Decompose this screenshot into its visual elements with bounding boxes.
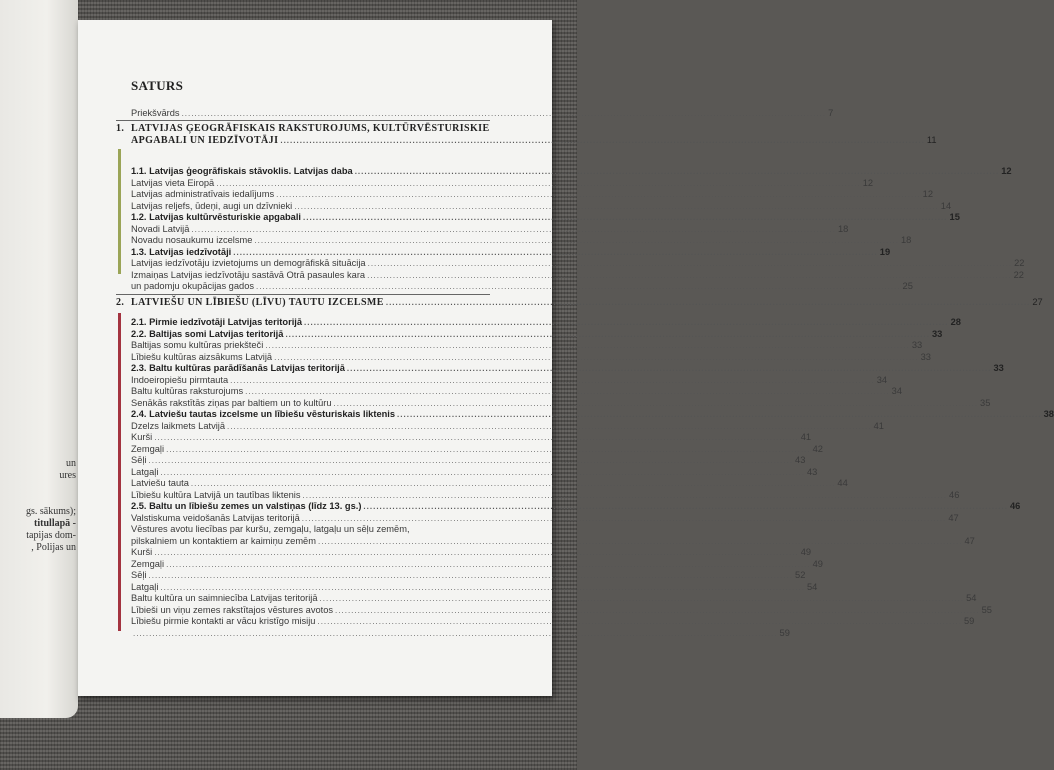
toc-entry-label: Zemgaļi	[131, 443, 165, 454]
toc-section-entry[interactable]	[131, 212, 960, 223]
dot-leader: ........................................................................................................................................................................................................	[303, 213, 948, 222]
toc-entry-page: 59	[779, 627, 790, 638]
toc-entry-label: pilskalniem un kontaktiem ar kaimiņu zemēm	[131, 535, 316, 546]
toc-entry-page: 22	[1014, 258, 1025, 268]
chapter-title-row[interactable]	[131, 297, 1043, 308]
dot-leader: ........................................................................................................................................................................................................	[256, 282, 901, 291]
toc-entry-label: 1.2. Latvijas kultūrvēsturiskie apgabali	[131, 212, 301, 222]
toc-entry-page: 14	[940, 200, 952, 211]
toc-entry-page: 33	[911, 340, 923, 350]
dot-leader: ........................................................................................................................................................................................................	[227, 421, 872, 431]
toc-entry-label: Vēstures avotu liecības par kuršu, zemgaļu, latgaļu un sēļu zemēm,	[131, 524, 410, 534]
toc-entry-page: 33	[993, 363, 1004, 373]
dot-leader: ........................................................................................................................................................................................................	[280, 136, 925, 145]
dot-leader: ........................................................................................................................................................................................................	[148, 571, 794, 580]
toc-subentry[interactable]	[131, 524, 490, 535]
toc-entry-page: 42	[812, 443, 823, 454]
chapter-page: 11	[926, 135, 937, 145]
dot-leader: ........................................................................................................................................................................................................	[335, 605, 980, 615]
toc-entry-label: 2.3. Baltu kultūras parādīšanās Latvijas teritorijā	[131, 363, 345, 373]
toc-entry-label: Latvijas iedzīvotāju izvietojums un demogrāfiskā situācija	[131, 258, 366, 268]
toc-entry-page: 41	[800, 432, 812, 442]
toc-entry-label: 2.2. Baltijas somi Latvijas teritorijā	[131, 328, 284, 339]
left-page-line: ures	[59, 470, 76, 481]
chapter-title: LATVIEŠU UN LĪBIEŠU (LĪVU) TAUTU IZCELSME	[131, 297, 384, 308]
dot-leader: ........................................................................................................................................................................................................	[154, 548, 799, 557]
dot-leader: ........................................................................................................................................................................................................	[148, 456, 794, 465]
toc-section-entry[interactable]	[131, 409, 1054, 420]
toc-subentry[interactable]	[131, 535, 975, 547]
toc-subentry[interactable]	[131, 489, 960, 501]
left-page-line: , Polijas un	[31, 542, 76, 553]
toc-entry-label: 2.5. Baltu un lībiešu zemes un valstiņas (līdz 13. gs.)	[131, 501, 362, 511]
toc-entry-page: 54	[966, 593, 977, 603]
toc-entry-page: 46	[949, 489, 960, 500]
toc-entry-page: 18	[900, 235, 912, 245]
toc-entry-page: 49	[800, 547, 812, 557]
toc-entry-label: Novadi Latvijā	[131, 223, 190, 234]
left-page-line: un	[66, 458, 76, 469]
toc-subentry[interactable]	[131, 466, 818, 478]
toc-entry-label: Lībieši un viņu zemes rakstītajos vēstures avotos	[131, 604, 334, 615]
toc-entry-page: 12	[922, 189, 934, 199]
dot-leader: ........................................................................................................................................................................................................	[285, 329, 930, 339]
dot-leader: ........................................................................................................................................................................................................	[397, 410, 1042, 419]
toc-entry-page: 44	[837, 478, 848, 488]
toc-heading: SATURS	[131, 78, 184, 93]
toc-entry-label: Latviešu tauta	[131, 478, 189, 488]
chapter-2-color-bar	[118, 313, 121, 631]
toc-entry-label: Latgaļi	[131, 466, 159, 477]
toc-entry-page: 49	[812, 558, 823, 569]
toc-entry-label: 2.4. Latviešu tautas izcelsme un lībiešu vēsturiskais liktenis	[131, 409, 396, 419]
toc-subentry[interactable]	[131, 269, 1024, 281]
toc-entry-label: Novadu nosaukumu izcelsme	[131, 235, 253, 245]
toc-subentry[interactable]	[131, 455, 806, 466]
toc-entry-page: 34	[876, 374, 888, 385]
dot-leader: ........................................................................................................................................................................................................	[166, 444, 811, 454]
toc-entry-page: 55	[981, 604, 992, 615]
toc-entry-label: Sēļi	[131, 455, 147, 465]
toc-entry-label: 1.1. Latvijas ģeogrāfiskais stāvoklis. Latvijas daba	[131, 166, 353, 176]
toc-entry-label: Baltu kultūra un saimniecība Latvijas teritorijā	[131, 593, 318, 603]
toc-entry-page: 59	[964, 616, 975, 626]
left-page-line: titullapā -	[34, 518, 76, 529]
toc-entry-label: Latvijas vieta Eiropā	[131, 177, 215, 188]
toc-entry-label: 2.1. Pirmie iedzīvotāji Latvijas teritorijā	[131, 317, 303, 327]
toc-subentry[interactable]	[131, 616, 975, 627]
left-page-text	[0, 458, 76, 554]
toc-section-entry[interactable]	[131, 246, 891, 258]
toc-entry-label: Izmaiņas Latvijas iedzīvotāju sastāvā Otrā pasaules kara	[131, 269, 366, 280]
chapter-number: 2.	[116, 297, 125, 308]
toc-entry-page: 38	[1043, 409, 1054, 419]
toc-subentry[interactable]	[131, 432, 812, 443]
toc-entry-label: Latvijas administratīvais iedalījums	[131, 189, 275, 199]
toc-entry-label: Valstiskuma veidošanās Latvijas teritorijā	[131, 512, 300, 523]
toc-entry-label: Kurši	[131, 547, 153, 557]
chapter-title: LATVIJAS ĢEOGRĀFISKAIS RAKSTUROJUMS, KULTŪRVĒSTURISKIE	[131, 123, 490, 134]
toc-entry-label: Latgaļi	[131, 581, 159, 592]
toc-entry-label: Zemgaļi	[131, 558, 165, 569]
toc-subentry[interactable]	[131, 258, 1025, 269]
chapter-rule	[116, 120, 490, 121]
toc-entry-label: Dzelzs laikmets Latvijā	[131, 420, 226, 431]
toc-subentry[interactable]	[131, 593, 977, 604]
dot-leader: ........................................................................................................................................................................................................	[190, 479, 836, 488]
toc-entry-page: 46	[1009, 501, 1021, 511]
toc-subentry[interactable]	[131, 478, 848, 489]
dot-leader: ........................................................................................................................................................................................................	[166, 559, 811, 569]
dot-leader: ........................................................................................................................................................................................................	[191, 224, 836, 234]
left-page-line	[0, 482, 76, 494]
dot-leader: ........................................................................................................................................................................................................	[216, 178, 861, 188]
toc-entry-label: Latvijas reljefs, ūdeņi, augi un dzīvnieki	[131, 200, 293, 211]
toc-entry-label: un padomju okupācijas gados	[131, 281, 255, 291]
toc-entry-label: 1.3. Latvijas iedzīvotāji	[131, 246, 232, 257]
toc-entry-page: 12	[1001, 166, 1012, 176]
dot-leader: ........................................................................................................................................................................................................	[133, 628, 778, 638]
dot-leader: ........................................................................................................................................................................................................	[294, 201, 939, 211]
toc-subentry[interactable]	[131, 420, 884, 432]
dot-leader: ........................................................................................................................................................................................................	[317, 617, 962, 626]
toc-subentry[interactable]	[131, 374, 888, 386]
dot-leader: ........................................................................................................................................................................................................	[233, 247, 878, 257]
toc-entry-page: 19	[879, 246, 891, 257]
dot-leader: ........................................................................................................................................................................................................	[276, 190, 921, 199]
dot-leader: ........................................................................................................................................................................................................	[160, 582, 805, 592]
dot-leader: ........................................................................................................................................................................................................	[367, 270, 1012, 280]
dot-leader: ........................................................................................................................................................................................................	[274, 352, 919, 362]
toc-entry-label: Baltijas somu kultūras priekšteči	[131, 340, 264, 350]
dot-leader: ........................................................................................................................................................................................................	[304, 318, 949, 327]
toc-subentry[interactable]	[131, 281, 913, 292]
toc-entry-page: 15	[949, 212, 960, 222]
toc-page	[78, 20, 1054, 696]
toc-subentry[interactable]	[131, 351, 931, 363]
dot-leader: ........................................................................................................................................................................................................	[367, 259, 1013, 268]
chapter-1-color-bar	[118, 149, 121, 274]
toc-section-entry[interactable]	[131, 363, 1004, 374]
dot-leader: ........................................................................................................................................................................................................	[230, 375, 875, 385]
dot-leader: ........................................................................................................................................................................................................	[154, 433, 799, 442]
chapter-title-row[interactable]	[131, 135, 937, 146]
toc-entry-page: 18	[837, 223, 849, 234]
dot-leader: ........................................................................................................................................................................................................	[346, 364, 992, 373]
toc-section-entry[interactable]	[131, 328, 943, 340]
chapter-title: APGABALI UN IEDZĪVOTĀJI	[131, 135, 279, 146]
toc-subentry[interactable]	[131, 512, 959, 524]
dot-leader: ........................................................................................................................................................................................................	[317, 536, 963, 546]
toc-entry-preface[interactable]	[131, 108, 834, 119]
toc-subentry[interactable]	[131, 397, 991, 409]
toc-subentry[interactable]	[131, 200, 952, 212]
left-page-line: tapijas dom-	[26, 530, 76, 541]
toc-entry-page: 41	[873, 420, 884, 431]
toc-entry-page: 43	[795, 455, 806, 465]
dot-leader: ........................................................................................................................................................................................................	[354, 167, 1000, 176]
toc-entry-label: Lībiešu kultūras aizsākums Latvijā	[131, 351, 273, 362]
toc-entry-page: 43	[806, 466, 818, 477]
toc-entry-page: 22	[1013, 269, 1024, 280]
toc-subentry[interactable]	[131, 558, 823, 570]
toc-entry-page: 35	[980, 397, 991, 408]
toc-subentry[interactable]	[131, 340, 923, 351]
toc-entry-page: 33	[931, 328, 943, 339]
dot-leader: ........................................................................................................................................................................................................	[265, 341, 910, 350]
toc-entry-label: Priekšvārds	[131, 108, 180, 118]
toc-entry-label: Lībiešu pirmie kontakti ar vācu kristīgo misiju	[131, 616, 316, 626]
toc-entry-label: Kurši	[131, 432, 153, 442]
toc-entry-page: 34	[891, 386, 902, 396]
toc-entry-label: Indoeiropiešu pirmtauta	[131, 374, 229, 385]
dot-leader: ........................................................................................................................................................................................................	[363, 502, 1008, 511]
toc-subentry[interactable]	[131, 604, 992, 616]
toc-entry-page: 54	[806, 581, 818, 592]
toc-subentry[interactable]	[131, 386, 902, 397]
toc-entry-label: Sēļi	[131, 570, 147, 580]
left-page	[0, 0, 78, 718]
dot-leader: ........................................................................................................................................................................................................	[301, 513, 947, 523]
dot-leader: ........................................................................................................................................................................................................	[385, 298, 1031, 307]
dot-leader: ........................................................................................................................................................................................................	[254, 236, 899, 245]
toc-subentry[interactable]	[131, 223, 849, 235]
toc-entry-label: Baltu kultūras raksturojums	[131, 386, 244, 396]
toc-entry-page: 7	[828, 108, 834, 118]
dot-leader: ........................................................................................................................................................................................................	[181, 109, 827, 118]
toc-entry-page: 52	[795, 570, 806, 580]
left-page-line: gs. sākums);	[26, 506, 76, 517]
toc-subentry[interactable]	[131, 443, 823, 455]
toc-entry-page: 25	[902, 281, 913, 291]
toc-entry-page: 28	[950, 317, 961, 327]
toc-subentry[interactable]	[131, 627, 790, 639]
dot-leader: ........................................................................................................................................................................................................	[245, 387, 890, 396]
toc-subentry[interactable]	[131, 547, 812, 558]
toc-subentry[interactable]	[131, 581, 818, 593]
toc-subentry[interactable]	[131, 189, 934, 200]
toc-subentry[interactable]	[131, 235, 912, 246]
dot-leader: ........................................................................................................................................................................................................	[302, 490, 948, 500]
toc-section-entry[interactable]	[131, 317, 961, 328]
dot-leader: ........................................................................................................................................................................................................	[160, 467, 805, 477]
toc-entry-label: Lībiešu kultūra Latvijā un tautības liktenis	[131, 489, 301, 500]
chapter-page: 27	[1032, 297, 1043, 307]
chapter-number: 1.	[116, 123, 125, 134]
toc-subentry[interactable]	[131, 177, 874, 189]
toc-entry-page: 47	[948, 512, 959, 523]
left-page-line	[0, 494, 76, 506]
toc-subentry[interactable]	[131, 570, 806, 581]
dot-leader: ........................................................................................................................................................................................................	[319, 594, 965, 603]
toc-entry-label: Senākās rakstītās ziņas par baltiem un to kultūru	[131, 397, 332, 408]
toc-section-entry[interactable]	[131, 166, 1012, 177]
dot-leader: ........................................................................................................................................................................................................	[333, 398, 979, 408]
toc-section-entry[interactable]	[131, 501, 1021, 512]
chapter-rule	[116, 294, 490, 295]
toc-entry-page: 47	[964, 535, 975, 546]
toc-entry-page: 12	[862, 177, 874, 188]
toc-entry-page: 33	[920, 351, 931, 362]
